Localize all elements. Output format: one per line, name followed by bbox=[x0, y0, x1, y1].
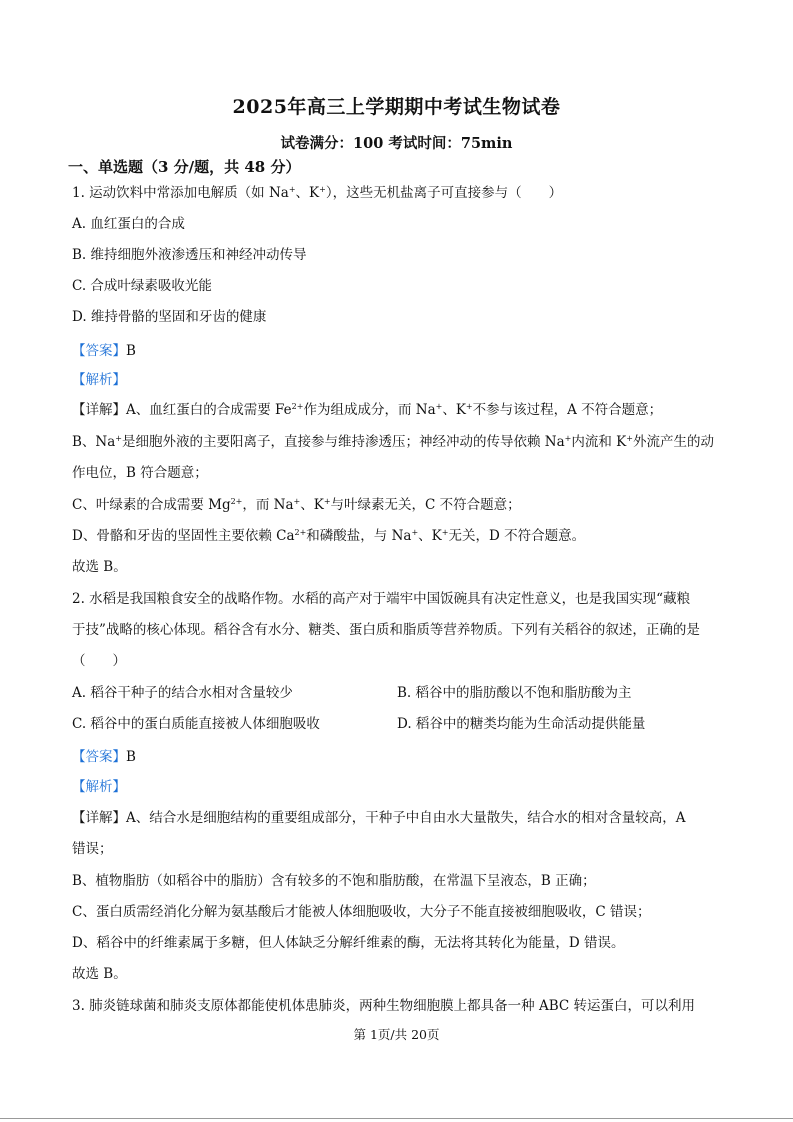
q2-detail-3: C、蛋白质需经消化分解为氨基酸后才能被人体细胞吸收，大分子不能直接被细胞吸收，C 错误； bbox=[72, 904, 651, 920]
q2-conclusion: 故选 B。 bbox=[72, 966, 127, 982]
q2-stem-1: 2. 水稻是我国粮食安全的战略作物。水稻的高产对于端牢中国饭碗具有决定性意义，也是我国实现“藏粮 bbox=[72, 591, 691, 607]
page-number: 第 1页/共 20页 bbox=[353, 1027, 440, 1042]
q1-detail-2: B、Na+是细胞外液的主要阳离子，直接参与维持渗透压；神经冲动的传导依赖 Na+内流和 K+外流产生的动 bbox=[72, 434, 714, 450]
q1-conclusion: 故选 B。 bbox=[72, 559, 127, 575]
exam-info: 试卷满分：100 考试时间：75min bbox=[280, 135, 513, 152]
q2-detail-4: D、稻谷中的纤维素属于多糖，但人体缺乏分解纤维素的酶，无法将其转化为能量，D 错误。 bbox=[72, 935, 625, 951]
q2-analysis-tag: 【解析】 bbox=[72, 779, 126, 795]
q2-detail-2: B、植物脂肪（如稻谷中的脂肪）含有较多的不饱和脂肪酸，在常温下呈液态，B 正确； bbox=[72, 873, 596, 889]
q1-detail-2-cont: 作电位，B 符合题意； bbox=[72, 465, 208, 481]
q2-option-c: C. 稻谷中的蛋白质能直接被人体细胞吸收 bbox=[72, 716, 320, 732]
q1-option-d: D. 维持骨骼的坚固和牙齿的健康 bbox=[72, 309, 267, 325]
q2-detail-1: 【详解】A、结合水是细胞结构的重要组成部分，干种子中自由水大量散失，结合水的相对含量较高，A bbox=[72, 810, 686, 826]
q2-stem-3: （ ） bbox=[72, 653, 126, 669]
section-heading: 一、单选题（3 分/题，共 48 分） bbox=[68, 158, 301, 176]
q3-stem-1: 3. 肺炎链球菌和肺炎支原体都能使机体患肺炎，两种生物细胞膜上都具备一种 ABC 转运蛋白，可以利用 bbox=[72, 998, 696, 1014]
q1-detail-3: C、叶绿素的合成需要 $Mg^{2+}$，而 Na+、K+与叶绿素无关，C 不符合题意； bbox=[72, 497, 521, 513]
q2-option-b: B. 稻谷中的脂肪酸以不饱和脂肪酸为主 bbox=[397, 685, 632, 701]
q2-detail-1-cont: 错误； bbox=[72, 841, 113, 857]
q1-stem: 1. 运动饮料中常添加电解质（如 Na+、K+），这些无机盐离子可直接参与（ ） bbox=[72, 185, 563, 201]
q1-option-a: A. 血红蛋白的合成 bbox=[72, 216, 185, 232]
q2-answer: 【答案】B bbox=[72, 749, 136, 765]
q1-option-c: C. 合成叶绿素吸收光能 bbox=[72, 278, 212, 294]
q2-option-d: D. 稻谷中的糖类均能为生命活动提供能量 bbox=[397, 716, 646, 732]
q1-answer: 【答案】B bbox=[72, 343, 136, 359]
page-title: 2025年高三上学期期中考试生物试卷 bbox=[232, 96, 561, 118]
q2-option-a: A. 稻谷干种子的结合水相对含量较少 bbox=[72, 685, 293, 701]
page-bottom-divider bbox=[0, 1118, 793, 1119]
q1-detail-4: D、骨骼和牙齿的坚固性主要依赖 $Ca^{2+}$和磷酸盐，与 Na+、K+无关，D 不符合题意。 bbox=[72, 528, 586, 544]
q1-analysis-tag: 【解析】 bbox=[72, 372, 126, 388]
q2-stem-2: 于技”战略的核心体现。稻谷含有水分、糖类、蛋白质和脂质等营养物质。下列有关稻谷的叙述，正确的是 bbox=[72, 622, 700, 638]
q1-option-b: B. 维持细胞外液渗透压和神经冲动传导 bbox=[72, 247, 307, 263]
q1-detail-1: 【详解】A、血红蛋白的合成需要 $Fe^{2+}$作为组成成分，而 Na+、K+不参与该过程，A 不符合题意； bbox=[72, 402, 663, 418]
